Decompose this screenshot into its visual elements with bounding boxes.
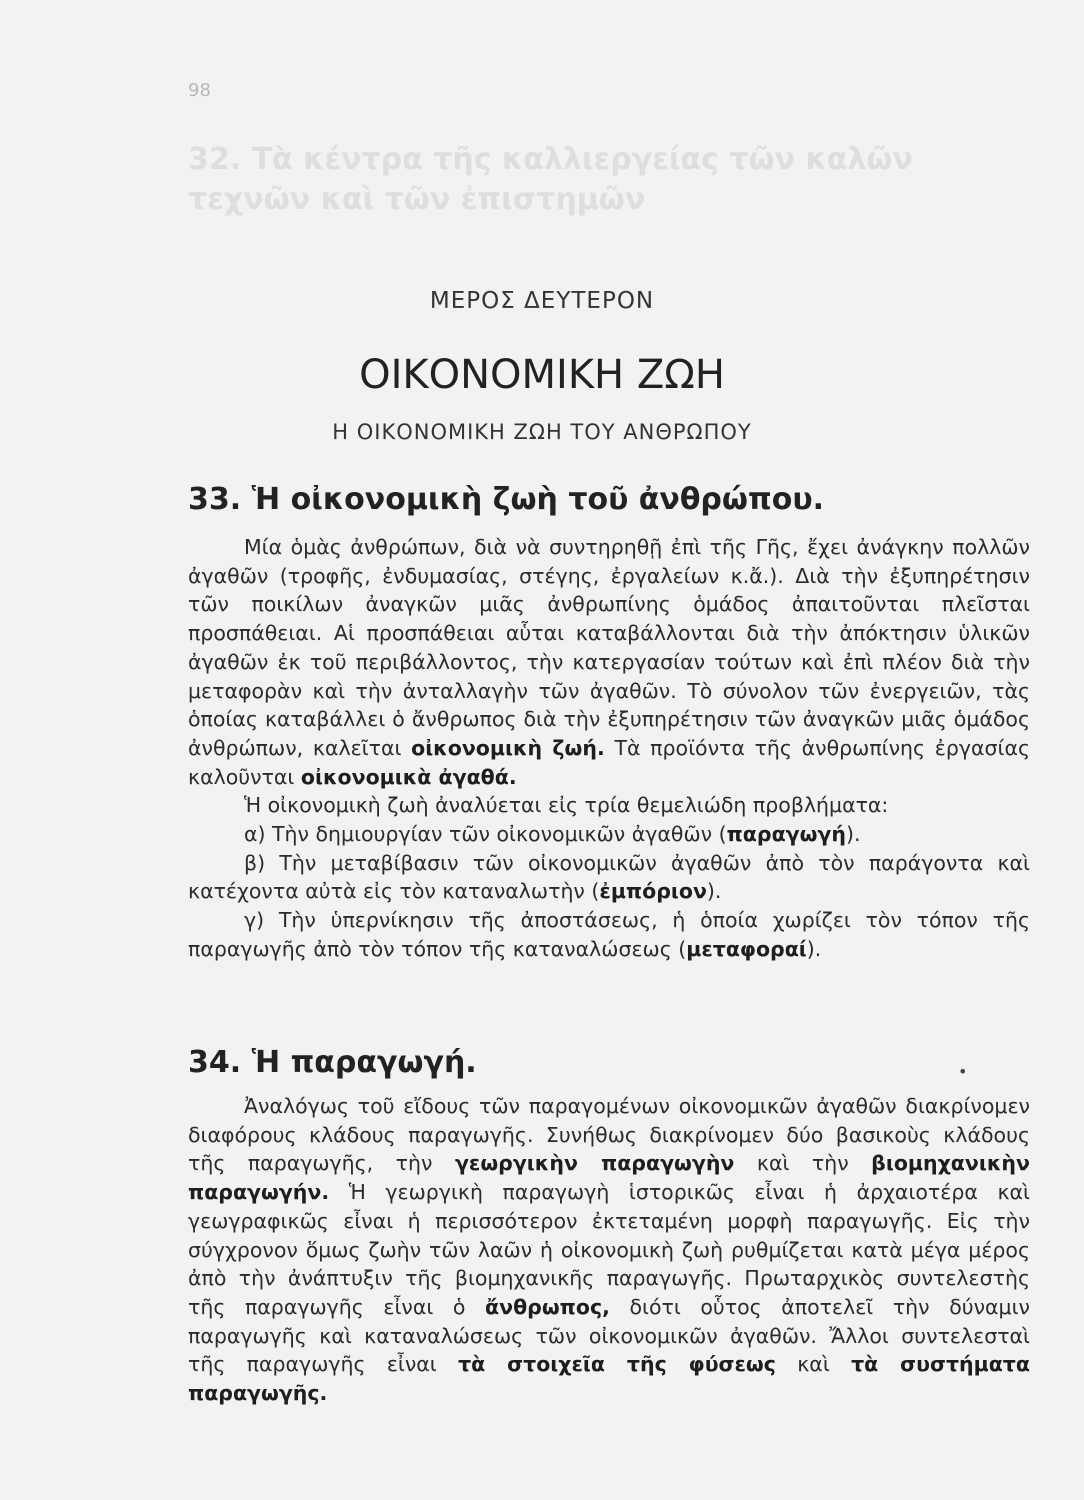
paragraph: Ἀναλόγως τοῦ εἴδους τῶν παραγομένων οἰκονομικῶν ἀγαθῶν διακρίνομεν διαφόρους κλάδους παραγωγῆς. Συνήθως διακρίνομεν δύο βασικοὺς κλάδους τῆς παραγωγῆς, τὴν γεωργικὴν παραγωγὴν καὶ τὴν βιομηχανικὴν παραγωγήν. Ἡ γεωργικὴ παραγωγὴ ἱστορικῶς εἶναι ἡ ἀρχαιοτέρα καὶ γεωγραφικῶς εἶναι ἡ περισσότερον ἐκτεταμένη μορφὴ παραγωγῆς. Εἰς τὴν σύγχρονον ὅμως ζωὴν τῶν λαῶν ἡ οἰκονομικὴ ζωὴ ρυθμίζεται κατὰ μέγα μέρος ἀπὸ τὴν ἀνάπτυξιν τῆς βιομηχανικῆς παραγωγῆς. Πρωταρχικὸς συντελεστὴς τῆς παραγωγῆς εἶναι ὁ ἄνθρωπος, διότι οὗτος ἀποτελεῖ τὴν δύναμιν παραγωγῆς καὶ καταναλώσεως τῶν οἰκονομικῶν ἀγαθῶν. Ἄλλοι συντελεσταὶ τῆς παραγωγῆς εἶναι τὰ στοιχεῖα τῆς φύσεως καὶ τὰ συστήματα παραγωγῆς. [188,1094,1030,1406]
list-item: γ) Τὴν ὑπερνίκησιν τῆς ἀποστάσεως, ἡ ὁποία χωρίζει τὸν τόπον τῆς παραγωγῆς ἀπὸ τὸν τόπον τῆς καταναλώσεως (μεταφοραί). [188,908,1030,961]
section-33-heading: 33. Ἡ οἰκονομικὴ ζωὴ τοῦ ἀνθρώπου. [188,482,824,517]
section-34-body [188,1092,1030,1408]
term-economic-life: οἰκονομικὴ ζωή. [411,735,605,760]
paragraph: Ἡ οἰκονομικὴ ζωὴ ἀναλύεται εἰς τρία θεμελιώδη προβλήματα: [244,793,889,818]
page-number: 98 [188,80,211,101]
part-title: ΜΕΡΟΣ ΔΕΥΤΕΡΟΝ [429,288,655,314]
chapter-subtitle: Η ΟΙΚΟΝΟΜΙΚΗ ΖΩΗ ΤΟΥ ΑΝΘΡΩΠΟΥ [332,420,752,444]
paragraph: Μία ὁμὰς ἀνθρώπων, διὰ νὰ συντηρηθῇ ἐπὶ τῆς Γῆς, ἔχει ἀνάγκην πολλῶν ἀγαθῶν (τροφῆς, ἐνδυμασίας, στέγης, ἐργαλείων κ.ἄ.). Διὰ τὴν ἐξυπηρέτησιν τῶν ποικίλων ἀναγκῶν μιᾶς ἀνθρωπίνης ὁμάδος ἀπαιτοῦνται πλεῖσται προσπάθειαι. Αἱ προσπάθειαι αὗται καταβάλλονται διὰ τὴν ἀπόκτησιν ὑλικῶν ἀγαθῶν ἐκ τοῦ περιβάλλοντος, τὴν κατεργασίαν τούτων καὶ ἐπὶ πλέον διὰ τὴν μεταφορὰν καὶ τὴν ἀνταλλαγὴν τῶν ἀγαθῶν. Τὸ σύνολον τῶν ἐνεργειῶν, τὰς ὁποίας καταβάλλει ὁ ἄνθρωπος διὰ τὴν ἐξυπηρέτησιν τῶν ἀναγκῶν μιᾶς ὁμάδος ἀνθρώπων, καλεῖται οἰκονομικὴ ζωή. Τὰ προϊόντα τῆς ἀνθρωπίνης ἐργασίας καλοῦνται οἰκονομικὰ ἀγαθά. [188,535,1030,789]
list-item: α) Τὴν δημιουργίαν τῶν οἰκονομικῶν ἀγαθῶν (παραγωγή). [244,822,861,847]
main-title: ΟΙΚΟΝΟΜΙΚΗ ΖΩΗ [359,352,725,398]
section-33-body [188,533,1030,964]
list-item: β) Τὴν μεταβίβασιν τῶν οἰκονομικῶν ἀγαθῶν ἀπὸ τὸν παράγοντα καὶ κατέχοντα αὐτὰ εἰς τὸν καταναλωτὴν (ἐμπόριον). [188,850,1030,904]
section-34-heading: 34. Ἡ παραγωγή. [188,1045,477,1080]
show-through-heading: 32. Τὰ κέντρα τῆς καλλιεργείας τῶν καλῶν τεχνῶν καὶ τῶν ἐπιστημῶν [188,142,913,217]
term-economic-goods: οἰκονομικὰ ἀγαθά. [300,764,517,789]
stray-mark: • [958,1062,968,1081]
